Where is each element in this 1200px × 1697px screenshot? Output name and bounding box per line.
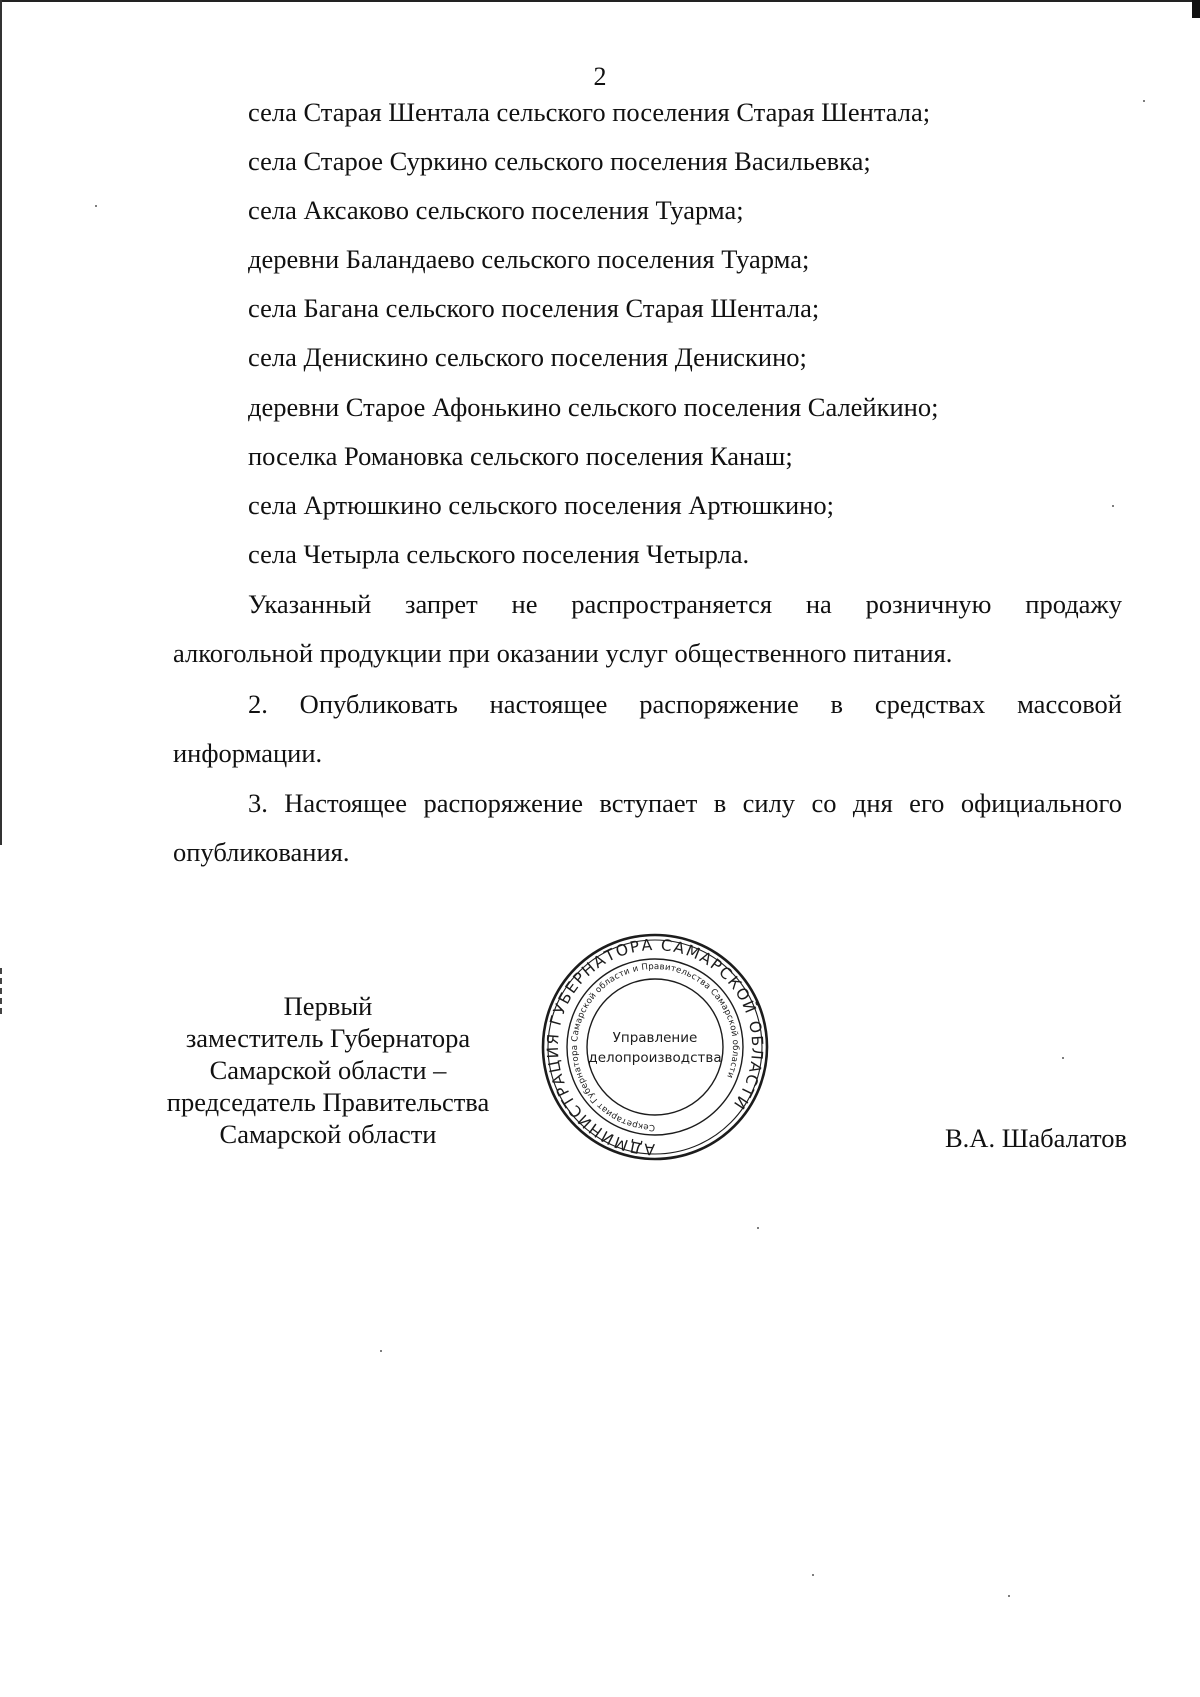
settlement-line: села Артюшкино сельского поселения Артюшкино;	[248, 490, 834, 520]
scan-speck	[380, 1350, 382, 1352]
signer-name: В.А. Шабалатов	[945, 1123, 1127, 1153]
signer-title	[138, 990, 518, 1150]
settlement-line: поселка Романовка сельского поселения Канаш;	[248, 441, 793, 471]
paragraph-continuation: информации.	[173, 738, 323, 768]
signer-title-line: председатель Правительства	[166, 1087, 490, 1117]
paragraph-continuation: алкогольной продукции при оказании услуг общественного питания.	[173, 638, 953, 668]
seal-center-line: Управление	[612, 1030, 698, 1046]
settlement-line: деревни Старое Афонькино сельского поселения Салейкино;	[248, 392, 939, 422]
settlement-line: села Старое Суркино сельского поселения Васильевка;	[248, 146, 871, 176]
scan-edge-dash	[0, 968, 2, 1016]
page-number: 2	[593, 62, 607, 91]
scan-speck	[95, 205, 97, 207]
scan-speck	[1008, 1595, 1010, 1597]
scan-speck	[1062, 1057, 1064, 1059]
seal-center-line: делопроизводства	[588, 1050, 722, 1066]
seal-outer-text: АДМИНИСТРАЦИЯ ГУБЕРНАТОРА САМАРСКОЙ ОБЛАСТИ	[543, 935, 767, 1159]
paragraph-continuation: опубликования.	[173, 837, 350, 867]
scan-speck	[1143, 100, 1145, 102]
settlement-line: села Багана сельского поселения Старая Шентала;	[248, 293, 820, 323]
signer-title-line: Самарской области	[219, 1119, 437, 1149]
signer-title-line: Первый	[283, 991, 373, 1021]
paragraph-first-line: 3. Настоящее распоряжение вступает в силу со дня его официального	[248, 788, 1122, 818]
settlement-line: села Денискино сельского поселения Денискино;	[248, 342, 807, 372]
settlement-line: села Четырла сельского поселения Четырла.	[248, 539, 750, 569]
paragraph-first-line: Указанный запрет не распространяется на розничную продажу	[248, 589, 1122, 619]
scan-edge-top	[0, 0, 1200, 2]
paragraph-first-line: 2. Опубликовать настоящее распоряжение в средствах массовой	[248, 689, 1122, 719]
signer-title-line: Самарской области –	[209, 1055, 447, 1085]
scan-speck	[812, 1574, 814, 1576]
settlement-line: села Старая Шентала сельского поселения Старая Шентала;	[248, 97, 931, 127]
scan-edge-left	[0, 0, 2, 845]
official-seal	[540, 932, 770, 1162]
scan-speck	[1112, 505, 1114, 507]
seal-inner-text: Секретариат Губернатора Самарской области и Правительства Самарской области	[569, 961, 741, 1133]
scan-corner-mark	[1192, 0, 1200, 18]
signer-title-line: заместитель Губернатора	[185, 1023, 471, 1053]
settlement-line: села Аксаково сельского поселения Туарма;	[248, 195, 744, 225]
scan-speck	[757, 1227, 759, 1229]
settlement-line: деревни Баландаево сельского поселения Туарма;	[248, 244, 810, 274]
